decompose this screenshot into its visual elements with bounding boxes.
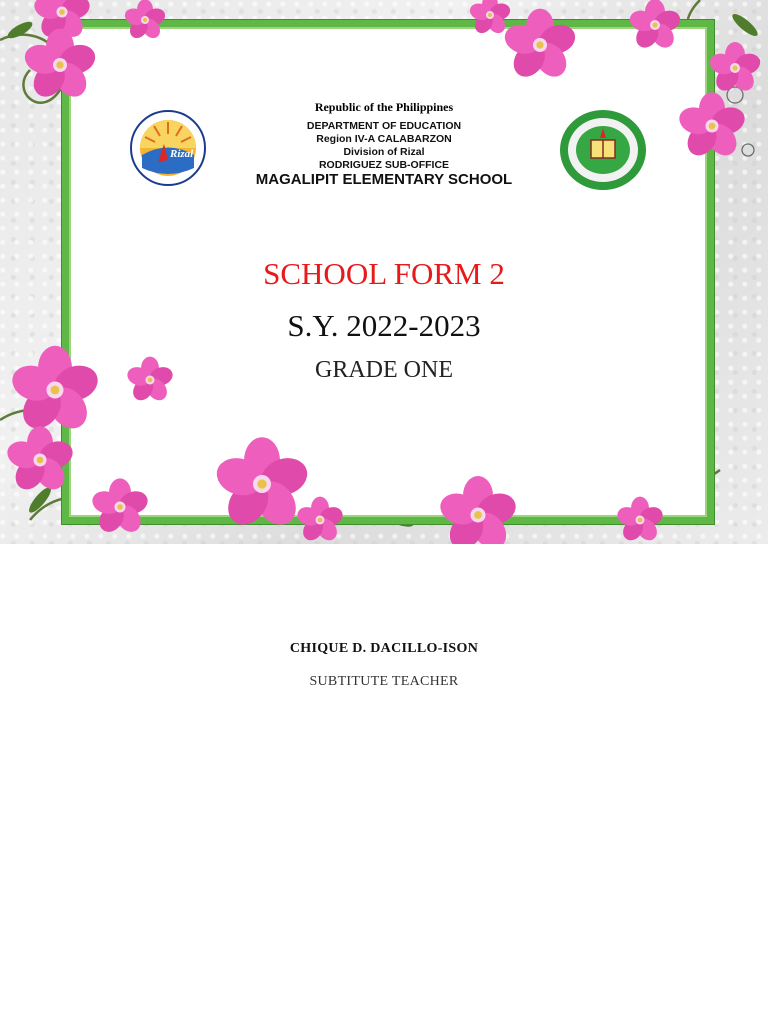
school-name: MAGALIPIT ELEMENTARY SCHOOL <box>255 171 513 188</box>
sub-office-heading: RODRIGUEZ SUB-OFFICE <box>318 159 450 171</box>
region-heading: Region IV-A CALABARZON <box>316 133 452 145</box>
department-heading: DEPARTMENT OF EDUCATION <box>306 120 462 132</box>
division-heading: Division of Rizal <box>343 146 425 158</box>
seal-rizal-text: Rizal <box>170 148 194 160</box>
grade-level: GRADE ONE <box>315 357 453 383</box>
republic-heading: Republic of the Philippines <box>314 100 454 114</box>
school-year: S.Y. 2022-2023 <box>287 308 481 343</box>
form-title: SCHOOL FORM 2 <box>263 256 505 291</box>
teacher-name: CHIQUE D. DACILLO-ISON <box>289 641 479 656</box>
teacher-role: SUBTITUTE TEACHER <box>309 674 459 689</box>
